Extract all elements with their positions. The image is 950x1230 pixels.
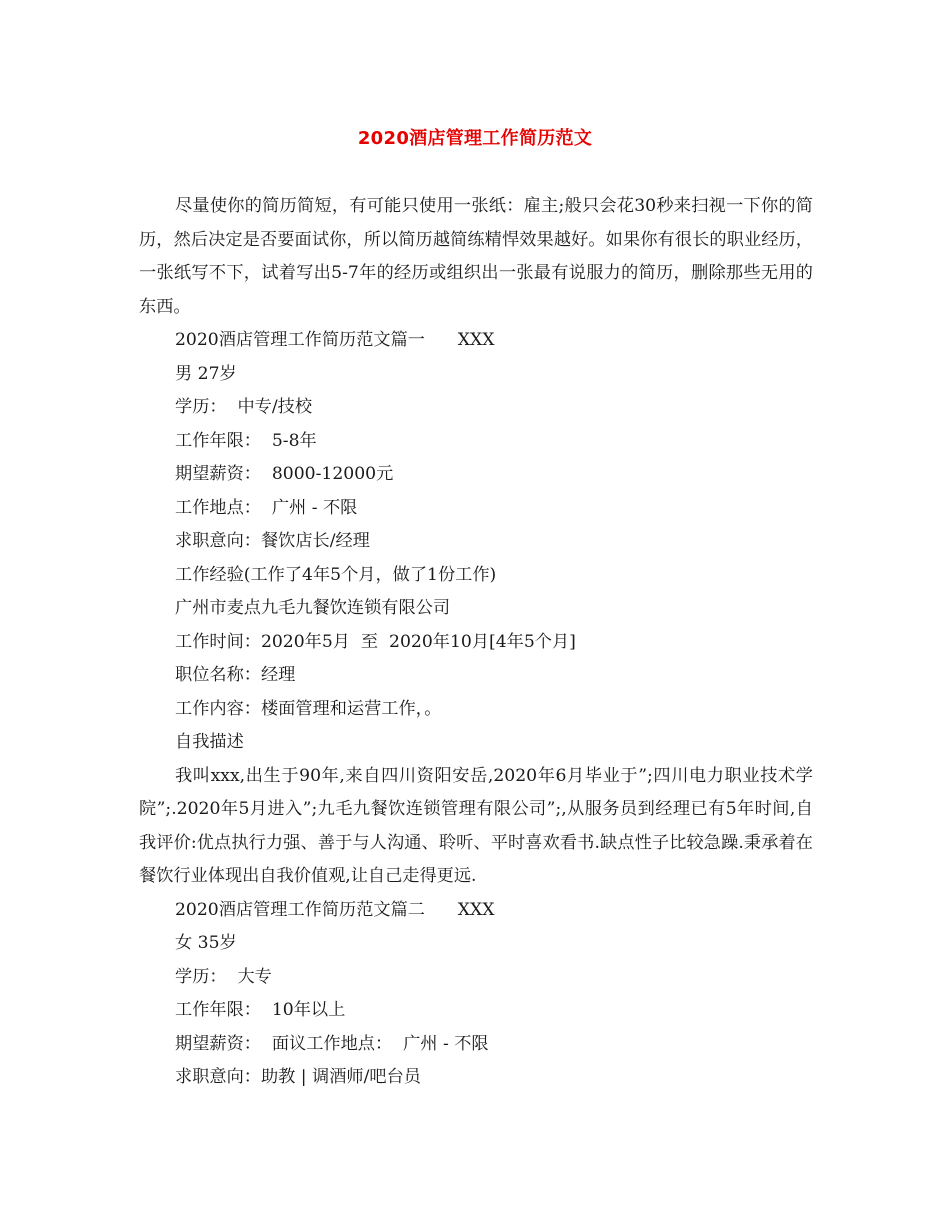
resume1-company: 广州市麦点九毛九餐饮连锁有限公司 [175,598,451,618]
resume2-gender-age: 女 35岁 [175,933,237,953]
resume1-intent: 求职意向：餐饮店长/经理 [175,531,370,551]
intro-paragraph: 尽量使你的简历简短，有可能只使用一张纸：雇主;般只会花30秒来扫视一下你的简历，然后决定是否要面试你，所以简历越简练精悍效果越好。如果你有很长的职业经历，一张纸写不下，试着写出5-7年的经历或组织出一张最有说服力的简历，删除那些无用的东西。 [139,196,813,317]
resume1-education: 学历： 中专/技校 [175,397,313,417]
resume1-location: 工作地点： 广州 - 不限 [175,497,358,518]
resume1-salary: 期望薪资： 8000-12000元 [175,464,394,484]
document-title: 2020酒店管理工作简历范文 [357,128,593,149]
resume2-years: 工作年限： 10年以上 [175,1000,346,1020]
resume1-self-description: 我叫xxx,出生于90年,来自四川资阳安岳,2020年6月毕业于”;四川电力职业技术学院”;.2020年5月进入”;九毛九餐饮连锁管理有限公司”;,从服务员到经理已有5年时间,自我评价:优点执行力强、善于与人沟通、聆听、平时喜欢看书.缺点性子比较急躁.秉承着在餐饮行业体现出自我价值观,让自己走得更远. [139,765,813,886]
resume1-self-heading: 自我描述 [175,732,244,752]
document-body [139,190,813,1095]
resume1-years: 工作年限： 5-8年 [175,430,317,451]
resume1-period: 工作时间：2020年5月 至 2020年10月[4年5个月] [175,631,576,652]
resume1-gender-age: 男 27岁 [175,363,237,384]
resume2-salary-location: 期望薪资： 面议工作地点： 广州 - 不限 [175,1033,489,1054]
resume2-intent: 求职意向：助教 | 调酒师/吧台员 [175,1067,421,1087]
resume2-education: 学历： 大专 [175,966,272,987]
resume1-duties: 工作内容：楼面管理和运营工作，。 [175,698,442,719]
resume1-position: 职位名称：经理 [175,665,296,685]
resume1-header: 2020酒店管理工作简历范文篇一 XXX [175,330,495,350]
resume1-experience: 工作经验(工作了4年5个月，做了1份工作) [175,564,497,585]
resume2-header: 2020酒店管理工作简历范文篇二 XXX [175,899,495,920]
